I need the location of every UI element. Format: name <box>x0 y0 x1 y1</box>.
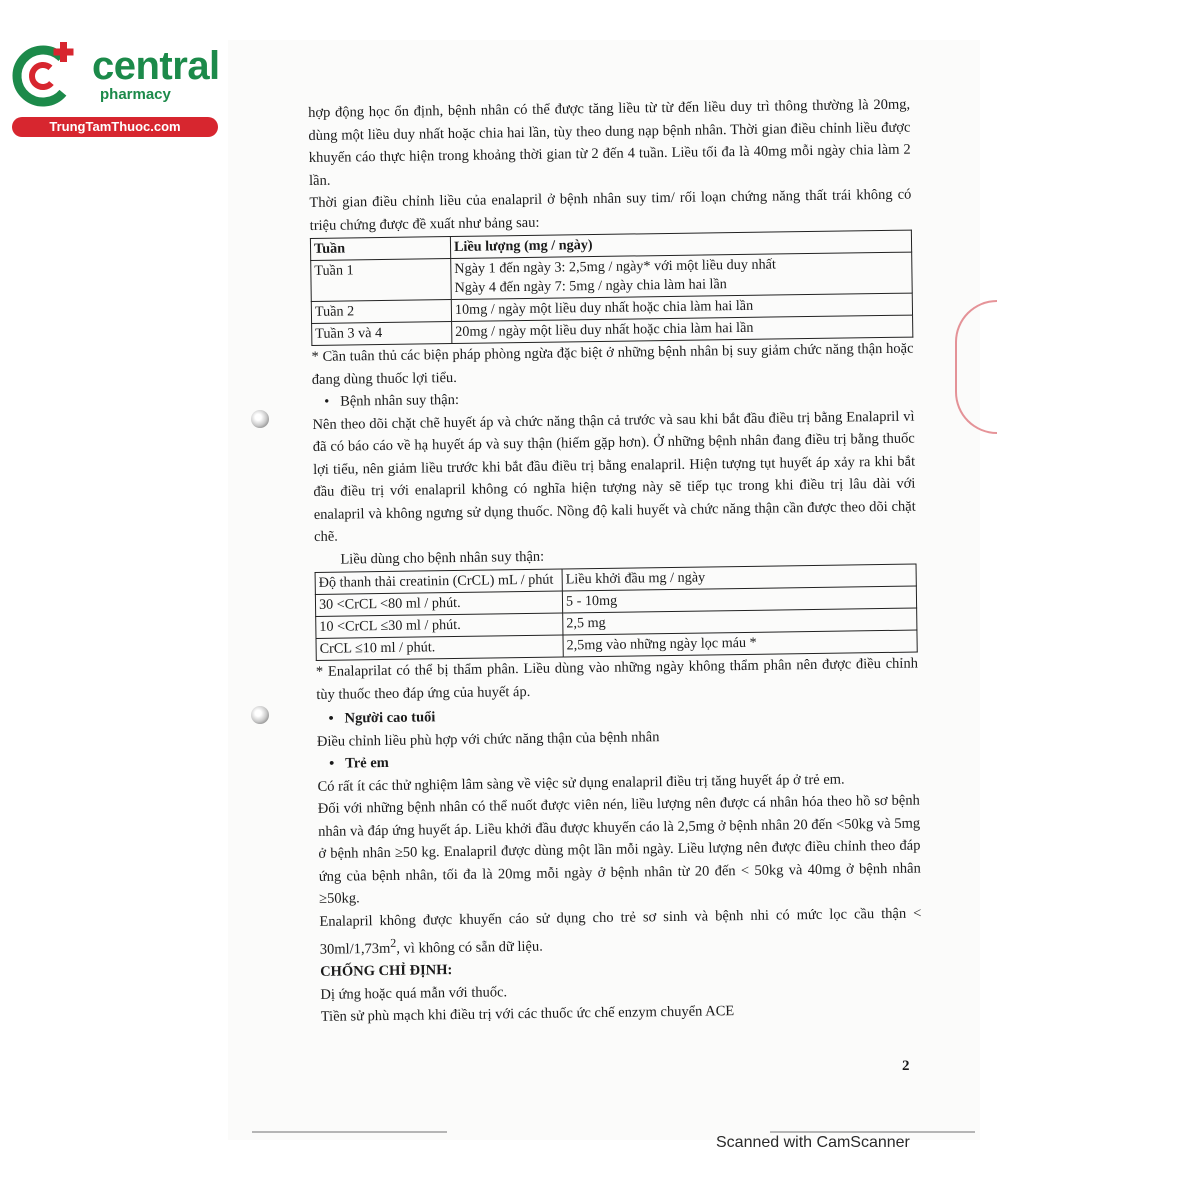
table-cell: CrCL ≤10 ml / phút. <box>316 635 563 660</box>
table-cell: 2,5 mg <box>563 608 917 635</box>
table-cell: Tuần 3 và 4 <box>312 322 452 346</box>
bullet-icon: • <box>328 710 345 727</box>
table2-intro: Liều dùng cho bệnh nhân suy thận: <box>340 548 545 568</box>
bullet-icon: • <box>329 755 346 772</box>
intro-paragraph: hợp động học ổn định, bệnh nhân có thể được tăng liều từ từ đến liều duy trì thông thường là 20mg, dùng một liều duy nhất hoặc chia hai lần, tùy theo dung nạp bệnh nhân. Thời gian điều chỉnh liều được khuyến cáo thực hiện trong khoảng thời gian từ 2 đến 4 tuần. Liều tối đa là 40mg mỗi ngày chia làm 2 lần. <box>308 96 911 189</box>
table-cell: 10 <CrCL ≤30 ml / phút. <box>316 613 563 638</box>
logo-url-badge: TrungTamThuoc.com <box>12 117 218 137</box>
renal-dose-table <box>315 564 918 661</box>
table1-footnote: * Cần tuân thủ các biện pháp phòng ngừa đặc biệt ở những bệnh nhân bị suy giảm chức năng thận hoặc đang dùng thuốc lợi tiểu. <box>311 340 914 388</box>
bullet-icon: • <box>324 393 341 410</box>
titration-table <box>310 230 913 346</box>
red-stamp-fragment <box>955 300 997 434</box>
page-number: 2 <box>902 1058 910 1074</box>
document-body <box>308 94 923 1029</box>
camscanner-label: Scanned with CamScanner <box>716 1134 910 1151</box>
scan-edge-line <box>252 1131 447 1133</box>
table-cell <box>451 252 913 299</box>
table1-intro: Thời gian điều chỉnh liều của enalapril ở bệnh nhân suy tim/ rối loạn chứng năng thất trái không có triệu chứng được đề xuất như bảng sau: <box>309 186 912 234</box>
children-p3-tail: , vì không có sẵn dữ liệu. <box>396 938 543 957</box>
logo-brand-name: central <box>92 44 220 88</box>
table-cell: 5 - 10mg <box>562 586 916 613</box>
punch-hole-icon <box>251 410 269 428</box>
table-cell: Tuần 1 <box>311 259 452 302</box>
table-cell: 20mg / ngày một liều duy nhất hoặc chia làm hai lần <box>452 315 913 343</box>
central-pharmacy-logo <box>10 38 220 138</box>
pharmacy-logo-icon <box>10 38 82 110</box>
table-cell: 30 <CrCL <80 ml / phút. <box>315 591 562 616</box>
children-p3-text: Enalapril không được khuyến cáo sử dụng cho trẻ sơ sinh và bệnh nhi có mức lọc cầu thận < 30ml/1,73m <box>319 905 922 958</box>
table-cell: Tuần 2 <box>311 300 451 324</box>
table-header-cell: Độ thanh thải creatinin (CrCL) mL / phút <box>315 569 562 594</box>
children-paragraph-3 <box>319 902 922 961</box>
scan-edge-line <box>770 1131 975 1133</box>
table-header-cell: Tuần <box>310 237 450 261</box>
logo-brand-sub: pharmacy <box>100 86 171 103</box>
table-cell-line: Ngày 4 đến ngày 7: 5mg / ngày chia làm hai lần <box>454 276 727 296</box>
table-header-cell: Liều khởi đầu mg / ngày <box>562 564 916 591</box>
table-cell: 10mg / ngày một liều duy nhất hoặc chia làm hai lần <box>451 293 912 321</box>
contraindication-item: Dị ứng hoặc quá mẫn với thuốc. <box>320 984 508 1003</box>
table-header-cell: Liều lượng (mg / ngày) <box>450 230 911 258</box>
table2-footnote: * Enalaprilat có thể bị thẩm phân. Liều dùng vào những ngày không thẩm phân nên được điều chỉnh tùy thuốc theo đáp ứng của huyết áp. <box>315 655 919 703</box>
children-heading-text: Trẻ em <box>345 754 389 772</box>
punch-hole-icon <box>251 706 269 724</box>
table-cell: 2,5mg vào những ngày lọc máu * <box>563 630 917 657</box>
children-paragraph-1: Có rất ít các thử nghiệm lâm sàng về việc sử dụng enalapril điều trị tăng huyết áp ở trẻ em. <box>317 771 845 795</box>
children-paragraph-2: Đối với những bệnh nhân có thể nuốt được viên nén, liều lượng nên được cá nhân hóa theo hồ sơ bệnh nhân và đáp ứng huyết áp. Liều khởi đầu được khuyến cáo là 2,5mg ở bệnh nhân 20 đến <50kg và 5mg ở bệnh nhân ≥50 kg. Enalapril được dùng một lần mỗi ngày. Liều lượng nên được điều chỉnh theo đáp ứng của bệnh nhân, tối đa là 20mg mỗi ngày ở bệnh nhân từ 20 đến < 50kg và 40mg ở bệnh nhân ≥50kg. <box>317 792 921 907</box>
table-cell-line: Ngày 1 đến ngày 3: 2,5mg / ngày* với một liều duy nhất <box>454 256 776 277</box>
renal-paragraph: Nên theo dõi chặt chẽ huyết áp và chức năng thận cả trước và sau khi bắt đầu điều trị bằng Enalapril vì đã có báo cáo về hạ huyết áp và suy thận (hiếm gặp hơn). Ở những bệnh nhân đang điều trị bằng thuốc lợi tiểu, nên giảm liều trước khi bắt đầu điều trị bằng enalapril. Hiện tượng tụt huyết áp xảy ra khi bắt đầu điều trị với enalapril không có nghĩa hiện tượng này sẽ tiếp tục trong khi điều trị lâu dài với enalapril và không ngưng sử dụng thuốc. Nồng độ kali huyết và chức năng thận cần được theo dõi chặt chẽ. <box>312 408 916 545</box>
elderly-paragraph: Điều chỉnh liều phù hợp với chức năng thận của bệnh nhân <box>316 728 660 750</box>
renal-heading-text: Bệnh nhân suy thận: <box>340 391 460 410</box>
contraindications-heading: CHỐNG CHỈ ĐỊNH: <box>320 962 453 981</box>
contraindication-item: Tiền sử phù mạch khi điều trị với các thuốc ức chế enzym chuyển ACE <box>320 1003 735 1026</box>
elderly-heading-text: Người cao tuổi <box>344 709 436 727</box>
superscript: 2 <box>390 935 397 950</box>
